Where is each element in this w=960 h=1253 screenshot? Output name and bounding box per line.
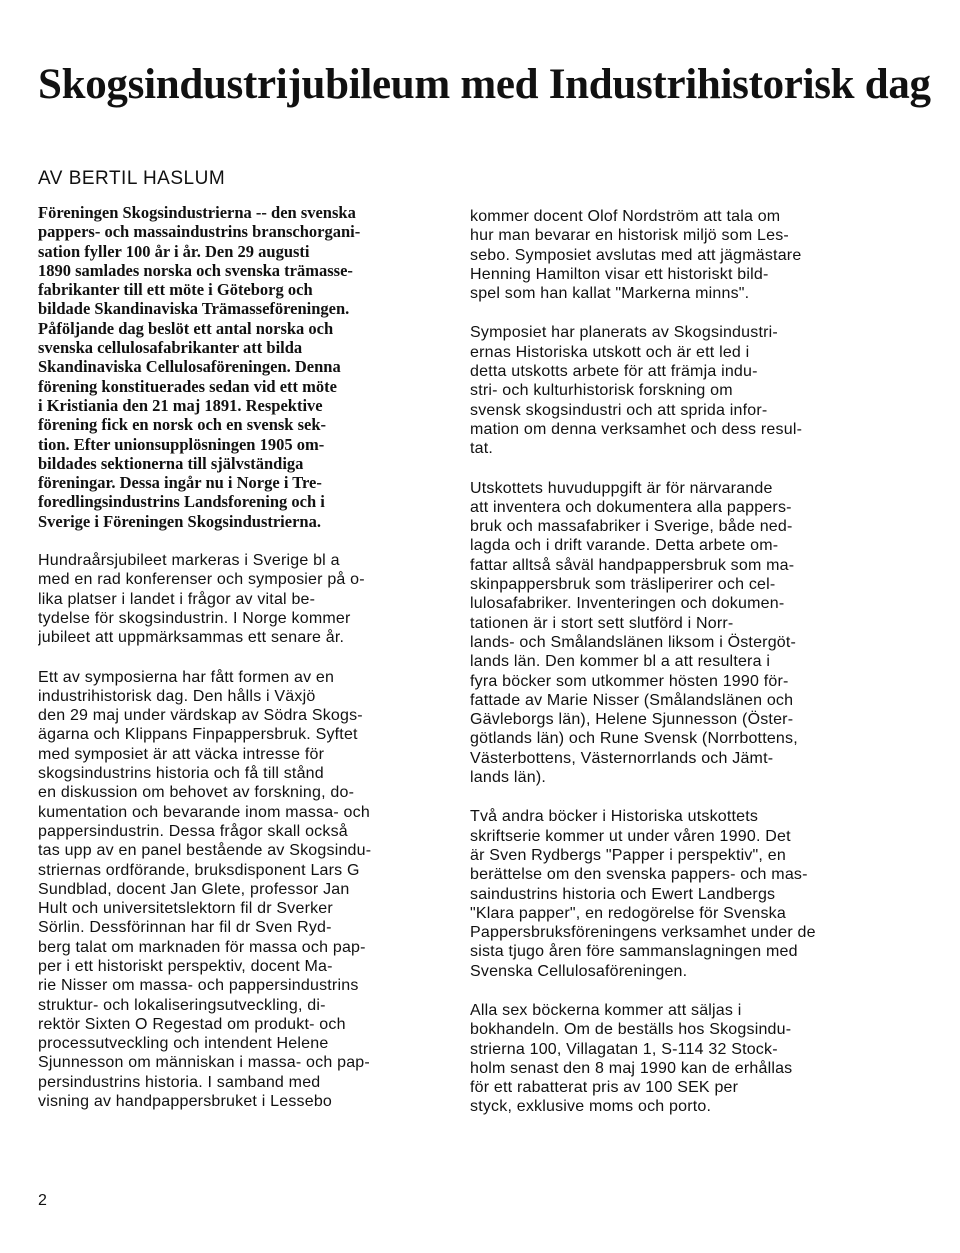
- text-line: fattade av Marie Nisser (Smålandslänen och: [470, 691, 794, 709]
- text-line: berg talat om marknaden för massa och pap-: [38, 938, 366, 956]
- text-line: med en rad konferenser och symposier på o-: [38, 571, 365, 589]
- text-line: Sverige i Föreningen Skogsindustrierna.: [38, 511, 321, 531]
- text-line: hur man bevarar en historisk miljö som Les-: [470, 227, 789, 245]
- right-column: [470, 207, 890, 1137]
- text-line: striernas ordförande, bruksdisponent Lars G: [38, 861, 360, 879]
- text-line: Skandinaviska Cellulosaföreningen. Denna: [38, 357, 341, 377]
- text-line: bruk och massafabriker i Sverige, både ned-: [470, 518, 793, 536]
- text-line: tion. Efter unionsupplösningen 1905 om-: [38, 434, 325, 454]
- text-line: Hundraårsjubileet markeras i Sverige bl a: [38, 552, 340, 570]
- text-line: fyra böcker som utkommer hösten 1990 för-: [470, 672, 789, 690]
- paragraph-ordering: [470, 1001, 890, 1117]
- text-line: "Klara papper", en redogörelse för Svenska: [470, 904, 786, 922]
- text-line: struktur- och lokaliseringsutveckling, di-: [38, 996, 326, 1014]
- text-line: bokhandeln. Om de beställs hos Skogsindu-: [470, 1021, 792, 1039]
- text-line: pappersindustrin. Dessa frågor skall också: [38, 822, 348, 840]
- text-line: med symposiet är att väcka intresse för: [38, 745, 325, 763]
- text-line: Föreningen Skogsindustrierna -- den svenska: [38, 203, 356, 222]
- text-line: i Kristiania den 21 maj 1891. Respektive: [38, 395, 323, 415]
- text-line: 1890 samlades norska och svenska trämasse-: [38, 260, 353, 280]
- paragraph-symposium: [38, 668, 446, 1112]
- text-line: Pappersbruksföreningens verksamhet under de: [470, 924, 816, 942]
- text-line: Sundblad, docent Jan Glete, professor Jan: [38, 880, 350, 898]
- text-line: lagda och i drift varande. Detta arbete om-: [470, 537, 779, 555]
- text-line: den 29 maj under värdskap av Södra Skogs-: [38, 707, 363, 725]
- text-line: svensk skogsindustri och att sprida infor-: [470, 401, 768, 419]
- text-line: lands län).: [470, 769, 547, 787]
- text-line: Sjunnesson om människan i massa- och pap-: [38, 1054, 370, 1072]
- text-line: tydelse för skogsindustrin. I Norge kommer: [38, 609, 351, 627]
- text-line: Ett av symposierna har fått formen av en: [38, 668, 335, 686]
- text-line: götlands län) och Rune Svensk (Norrbottens,: [470, 730, 798, 748]
- text-line: förening konstituerades sedan vid ett möte: [38, 376, 337, 396]
- paragraph-historical-committee: [470, 323, 890, 458]
- text-line: Utskottets huvuduppgift är för närvarande: [470, 479, 773, 497]
- text-line: bildade Skandinaviska Trämasseföreningen.: [38, 299, 350, 319]
- text-line: Symposiet har planerats av Skogsindustri-: [470, 324, 778, 342]
- text-line: att inventera och dokumentera alla pappers-: [470, 498, 792, 516]
- text-line: styck, exklusive moms och porto.: [470, 1098, 712, 1116]
- text-line: föreningar. Dessa ingår nu i Norge i Tre-: [38, 473, 322, 493]
- text-line: Hult och universitetslektorn fil dr Sverker: [38, 900, 333, 918]
- text-line: för ett rabatterat pris av 100 SEK per: [470, 1079, 739, 1097]
- text-line: strierna 100, Villagatan 1, S-114 32 Stock-: [470, 1040, 778, 1058]
- text-line: pappers- och massaindustrins branschorgani-: [38, 222, 361, 242]
- text-line: berättelse om den svenska pappers- och mas-: [470, 866, 808, 884]
- text-line: Svenska Cellulosaföreningen.: [470, 962, 688, 980]
- text-line: visning av handpappersbruket i Lessebo: [38, 1093, 333, 1111]
- text-line: spel som han kallat "Markerna minns".: [470, 285, 750, 303]
- text-line: lands- och Smålandslänen liksom i Östergöt-: [470, 633, 797, 651]
- text-line: fattar alltså såväl handpappersbruk som ma-: [470, 556, 795, 574]
- page-number: 2: [38, 1192, 47, 1209]
- text-line: processutveckling och intendent Helene: [38, 1035, 329, 1053]
- paragraph-anniversary: [38, 551, 446, 647]
- text-line: lulosafabriker. Inventeringen och dokumen-: [470, 595, 785, 613]
- text-line: industrihistorisk dag. Den hålls i Växjö: [38, 687, 316, 705]
- text-line: detta utskotts arbete för att främja indu-: [470, 363, 758, 381]
- text-line: tas upp av en panel bestående av Skogsindu-: [38, 842, 372, 860]
- text-line: Två andra böcker i Historiska utskottets: [470, 808, 759, 826]
- text-line: en diskussion om behovet av forskning, do-: [38, 784, 355, 802]
- paragraph-other-books: [470, 807, 890, 981]
- text-line: skogsindustrins historia och få till stånd: [38, 765, 324, 783]
- text-line: holm senast den 8 maj 1990 kan de erhållas: [470, 1059, 793, 1077]
- text-line: Henning Hamilton visar ett historiskt bild-: [470, 265, 769, 283]
- text-line: är Sven Rydbergs "Papper i perspektiv", en: [470, 846, 786, 864]
- text-line: saindustrins historia och Ewert Landbergs: [470, 885, 776, 903]
- text-line: svenska cellulosafabrikanter att bilda: [38, 338, 303, 358]
- text-line: jubileet att uppmärksammas ett senare år.: [38, 629, 345, 647]
- text-line: kumentation och bevarande inom massa- och: [38, 803, 370, 821]
- left-column: [38, 203, 446, 1131]
- text-line: skriftserie kommer ut under våren 1990. Det: [470, 827, 791, 845]
- article-byline: AV BERTIL HASLUM: [38, 168, 226, 189]
- text-line: per i ett historiskt perspektiv, docent Ma-: [38, 957, 333, 975]
- text-line: stri- och kulturhistorisk forskning om: [470, 382, 733, 400]
- text-line: rektör Sixten O Regestad om produkt- och: [38, 1015, 346, 1033]
- text-line: sista tjugo åren före sammanslagningen med: [470, 943, 798, 961]
- text-line: sation fyller 100 år i år. Den 29 augusti: [38, 241, 310, 261]
- text-line: rie Nisser om massa- och pappersindustrins: [38, 977, 359, 995]
- text-line: Sörlin. Dessförinnan har fil dr Sven Ryd-: [38, 919, 332, 937]
- text-line: Påföljande dag beslöt ett antal norska och: [38, 318, 334, 338]
- text-line: sebo. Symposiet avslutas med att jägmästare: [470, 246, 802, 264]
- text-line: förening fick en norsk och en svensk sek-: [38, 415, 327, 435]
- paragraph-committee-task: [470, 479, 890, 788]
- paragraph-lessebo: [470, 207, 890, 303]
- text-line: ägarna och Klippans Finpappersbruk. Syftet: [38, 726, 358, 744]
- article-title: Skogsindustrijubileum med Industrihistorisk dag: [38, 60, 931, 108]
- text-line: Alla sex böckerna kommer att säljas i: [470, 1001, 742, 1019]
- text-line: bildades sektionerna till självständiga: [38, 453, 304, 473]
- text-line: lands län. Den kommer bl a att resultera i: [470, 653, 771, 671]
- text-line: Västerbottens, Västernorrlands och Jämt-: [470, 749, 774, 767]
- text-line: fabrikanter till ett möte i Göteborg och: [38, 280, 313, 300]
- text-line: lika platser i landet i frågor av vital be-: [38, 590, 316, 608]
- text-line: tationen är i stort sett slutförd i Norr-: [470, 614, 734, 632]
- text-line: ernas Historiska utskott och är ett led i: [470, 343, 750, 361]
- text-line: persindustrins historia. I samband med: [38, 1073, 321, 1091]
- text-line: foredlingsindustrins Landsforening och i: [38, 492, 325, 512]
- text-line: tat.: [470, 440, 494, 458]
- text-line: Gävleborgs län), Helene Sjunnesson (Öster-: [470, 711, 794, 729]
- lead-paragraph: [38, 203, 446, 531]
- text-line: skinpappersbruk som träsliperirer och cel-: [470, 576, 776, 594]
- text-line: mation om denna verksamhet och dess resul-: [470, 420, 803, 438]
- text-line: kommer docent Olof Nordström att tala om: [470, 208, 781, 225]
